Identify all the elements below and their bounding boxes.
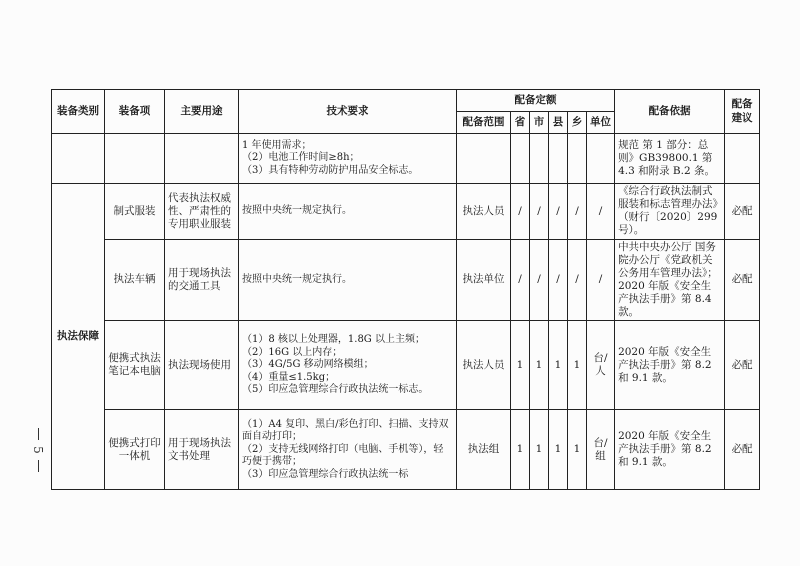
basis-cell: 2020 年版《安全生产执法手册》第 8.2 和 9.1 款。 bbox=[615, 410, 725, 490]
province-cell: / bbox=[511, 184, 530, 240]
county-cell: / bbox=[549, 184, 568, 240]
purpose-cell: 执法现场使用 bbox=[165, 321, 239, 410]
tech-requirements-cell bbox=[239, 239, 457, 321]
header-province: 省 bbox=[511, 112, 530, 134]
city-cell: / bbox=[530, 239, 549, 321]
province-cell bbox=[511, 134, 530, 184]
item-cell: 便携式打印一体机 bbox=[105, 410, 165, 490]
table-row bbox=[52, 321, 760, 410]
tech-requirement-line: 1 年使用需求； bbox=[242, 139, 312, 151]
tech-requirements-cell bbox=[239, 410, 457, 490]
tech-requirement-line: （1）A4 复印、黑白/彩色打印、扫描、支持双面自动打印； bbox=[242, 418, 449, 442]
township-cell: / bbox=[568, 239, 587, 321]
header-basis: 配备依据 bbox=[615, 90, 725, 134]
city-cell: / bbox=[530, 184, 549, 240]
category-cell-empty bbox=[52, 134, 105, 184]
tech-requirement-line: （2）支持无线网络打印（电脑、手机等），轻巧便于携带； bbox=[242, 443, 444, 467]
item-cell: 制式服装 bbox=[105, 184, 165, 240]
basis-cell: 规范 第 1 部分：总则》GB39800.1 第 4.3 和附录 B.2 条。 bbox=[615, 134, 725, 184]
page-number: 5 bbox=[30, 446, 45, 454]
table-row bbox=[52, 239, 760, 321]
table-row bbox=[52, 134, 760, 184]
tech-requirement-line: （2）16G 以上内存； bbox=[242, 346, 343, 358]
tech-requirement-line: （3）具有特种劳动防护用品安全标志。 bbox=[242, 164, 419, 176]
scope-cell: 执法单位 bbox=[457, 239, 511, 321]
county-cell: / bbox=[549, 239, 568, 321]
tech-requirement-line: （3）印应急管理综合行政执法统一标 bbox=[242, 468, 409, 480]
purpose-cell: 用于现场执法文书处理 bbox=[165, 410, 239, 490]
header-purpose: 主要用途 bbox=[165, 90, 239, 134]
tech-requirement-line: （4）重量≤1.5kg； bbox=[242, 371, 336, 383]
purpose-cell bbox=[165, 134, 239, 184]
header-county: 县 bbox=[549, 112, 568, 134]
tech-requirement-line: （5）印应急管理综合行政执法统一标志。 bbox=[242, 384, 429, 395]
purpose-cell: 代表执法权威性、严肃性的专用职业服装 bbox=[165, 184, 239, 240]
suggestion-cell: 必配 bbox=[725, 184, 760, 240]
township-cell: 1 bbox=[568, 321, 587, 410]
province-cell: / bbox=[511, 239, 530, 321]
township-cell: 1 bbox=[568, 410, 587, 490]
basis-cell: 《综合行政执法制式服装和标志管理办法》（财行〔2020〕299 号）。 bbox=[615, 184, 725, 240]
header-tech: 技术要求 bbox=[239, 90, 457, 134]
suggestion-cell: 必配 bbox=[725, 321, 760, 410]
category-cell: 执法保障 bbox=[52, 184, 105, 490]
basis-cell: 2020 年版《安全生产执法手册》第 8.2 和 9.1 款。 bbox=[615, 321, 725, 410]
tech-requirements-cell bbox=[239, 184, 457, 240]
page-number-dash-top bbox=[38, 428, 39, 440]
township-cell: / bbox=[568, 184, 587, 240]
item-cell bbox=[105, 134, 165, 184]
unit-cell: 台/人 bbox=[587, 321, 615, 410]
suggestion-cell: 必配 bbox=[725, 239, 760, 321]
county-cell: 1 bbox=[549, 321, 568, 410]
unit-cell bbox=[587, 134, 615, 184]
unit-cell: / bbox=[587, 184, 615, 240]
table-row bbox=[52, 184, 760, 240]
item-cell: 便携式执法笔记本电脑 bbox=[105, 321, 165, 410]
suggestion-cell: 必配 bbox=[725, 410, 760, 490]
purpose-cell: 用于现场执法的交通工具 bbox=[165, 239, 239, 321]
page-number-dash-bottom bbox=[38, 460, 39, 472]
unit-cell: 台/组 bbox=[587, 410, 615, 490]
table-row bbox=[52, 410, 760, 490]
tech-requirement-line: （2）电池工作时间≥8h； bbox=[242, 152, 360, 164]
header-scope: 配备范围 bbox=[457, 112, 511, 134]
header-unit: 单位 bbox=[587, 112, 615, 134]
province-cell: 1 bbox=[511, 410, 530, 490]
county-cell: 1 bbox=[549, 410, 568, 490]
suggestion-cell bbox=[725, 134, 760, 184]
tech-requirement-line: （3）4G/5G 移动网络模组； bbox=[242, 359, 374, 370]
city-cell: 1 bbox=[530, 410, 549, 490]
basis-cell: 中共中央办公厅 国务院办公厅《党政机关公务用车管理办法》；2020 年版《安全生产执法手册》第 8.4 款。 bbox=[615, 239, 725, 321]
tech-requirements-cell bbox=[239, 134, 457, 184]
unit-cell: / bbox=[587, 239, 615, 321]
province-cell: 1 bbox=[511, 321, 530, 410]
city-cell bbox=[530, 134, 549, 184]
tech-requirements-cell bbox=[239, 321, 457, 410]
header-category: 装备类别 bbox=[52, 90, 105, 134]
header-item: 装备项 bbox=[105, 90, 165, 134]
header-city: 市 bbox=[530, 112, 549, 134]
page-number-marker bbox=[30, 428, 46, 472]
township-cell bbox=[568, 134, 587, 184]
header-row-1 bbox=[52, 90, 760, 112]
equipment-table bbox=[51, 89, 760, 490]
scope-cell: 执法人员 bbox=[457, 184, 511, 240]
header-quota: 配备定额 bbox=[457, 90, 615, 112]
scope-cell: 执法人员 bbox=[457, 321, 511, 410]
header-township: 乡 bbox=[568, 112, 587, 134]
header-suggestion: 配备建议 bbox=[725, 90, 760, 134]
tech-requirement-line: 按照中央统一规定执行。 bbox=[242, 205, 352, 216]
scope-cell bbox=[457, 134, 511, 184]
tech-requirement-line: 按照中央统一规定执行。 bbox=[242, 273, 352, 285]
county-cell bbox=[549, 134, 568, 184]
item-cell: 执法车辆 bbox=[105, 239, 165, 321]
tech-requirement-line: （1）8 核以上处理器，1.8G 以上主频； bbox=[242, 334, 425, 345]
city-cell: 1 bbox=[530, 321, 549, 410]
scope-cell: 执法组 bbox=[457, 410, 511, 490]
